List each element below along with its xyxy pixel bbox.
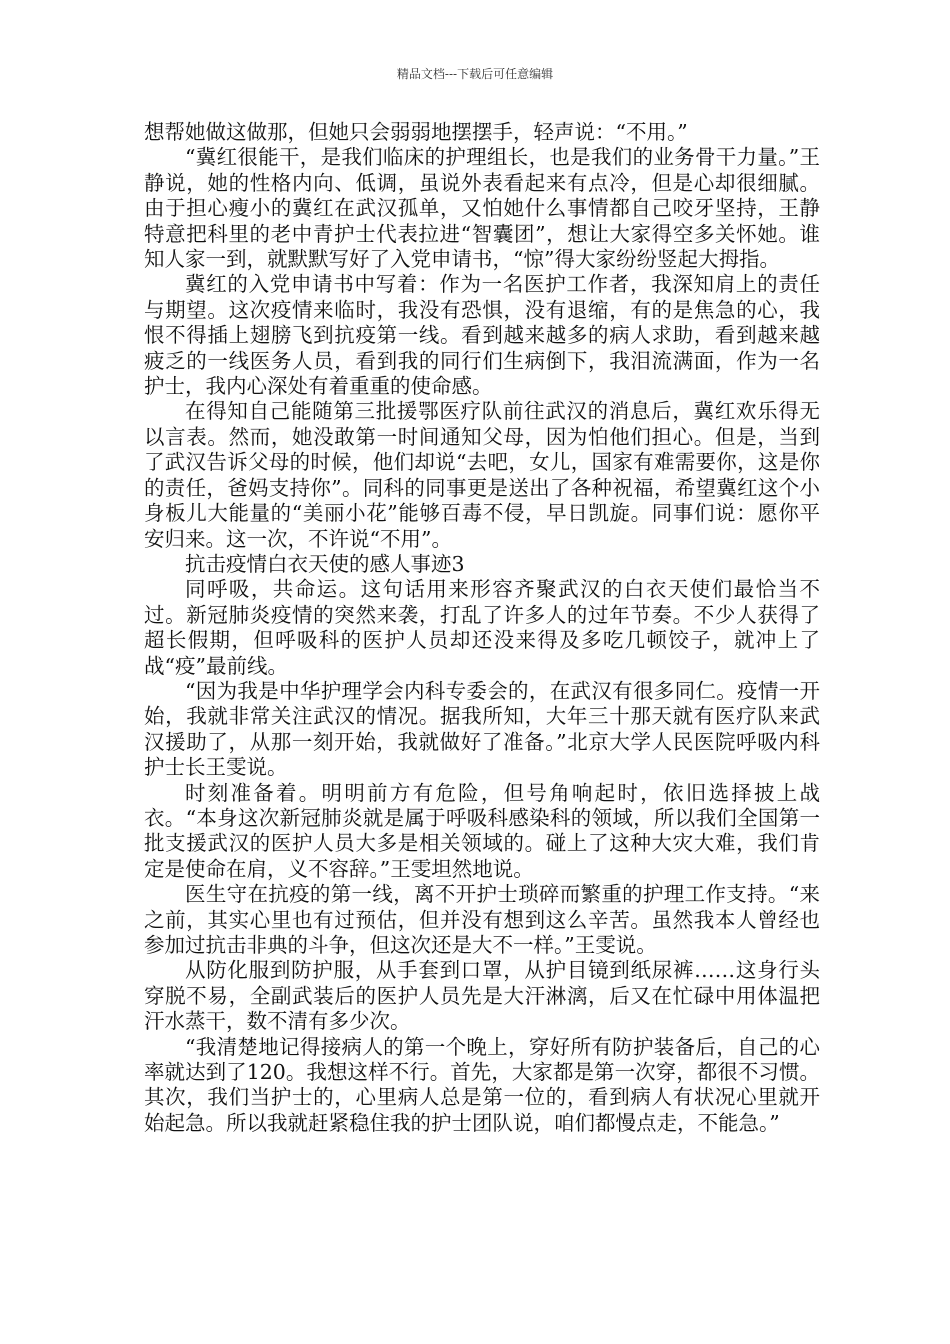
paragraph: 冀红的入党申请书中写着：作为一名医护工作者，我深知肩上的责任与期望。这次疫情来临时，我没有恐惧，没有退缩，有的是焦急的心，我恨不得插上翅膀飞到抗疫第一线。看到越来越多的病人求助，看到越来越疲乏的一线医务人员，看到我的同行们生病倒下，我泪流满面，作为一名护士，我内心深处有着重重的使命感。 (144, 272, 820, 399)
paragraph-continuation: 想帮她做这做那，但她只会弱弱地摆摆手，轻声说：“不用。” (144, 120, 688, 144)
paragraph: 医生守在抗疫的第一线，离不开护士琐碎而繁重的护理工作支持。“来之前，其实心里也有过预估，但并没有想到这么辛苦。虽然我本人曾经也参加过抗击非典的斗争，但这次还是大不一样。”王雯说。 (144, 882, 820, 957)
document-body (144, 120, 820, 1136)
paragraph: “因为我是中华护理学会内科专委会的，在武汉有很多同仁。疫情一开始，我就非常关注武汉的情况。据我所知，大年三十那天就有医疗队来武汉援助了，从那一刻开始，我就做好了准备。”北京大学人民医院呼吸内科护士长王雯说。 (144, 678, 820, 780)
section-heading: 抗击疫情白衣天使的感人事迹3 (185, 551, 465, 576)
paragraph: 从防化服到防护服，从手套到口罩，从护目镜到纸尿裤……这身行头穿脱不易，全副武装后的医护人员先是大汗淋漓，后又在忙碌中用体温把汗水蒸干，数不清有多少次。 (144, 958, 820, 1034)
paragraph: 在得知自己能随第三批援鄂医疗队前往武汉的消息后，冀红欢乐得无以言表。然而，她没敢第一时间通知父母，因为怕他们担心。但是，当到了武汉告诉父母的时候，他们却说“去吧，女儿，国家有难需要你，这是你的责任，爸妈支持你”。同科的同事更是送出了各种祝福，希望冀红这个小身板儿大能量的“美丽小花”能够百毒不侵，早日凯旋。同事们说：愿你平安归来。这一次，不许说“不用”。 (144, 399, 820, 551)
paragraph: “我清楚地记得接病人的第一个晚上，穿好所有防护装备后，自己的心率就达到了120。我想这样不行。首先，大家都是第一次穿，都很不习惯。其次，我们当护士的，心里病人总是第一位的，看到病人有状况心里就开始起急。所以我就赶紧稳住我的护士团队说，咱们都慢点走，不能急。” (144, 1034, 820, 1135)
paragraph: 同呼吸，共命运。这句话用来形容齐聚武汉的白衣天使们最恰当不过。新冠肺炎疫情的突然来袭，打乱了许多人的过年节奏。不少人获得了超长假期，但呼吸科的医护人员却还没来得及多吃几顿饺子，就冲上了战“疫”最前线。 (144, 577, 820, 678)
paragraph: “冀红很能干，是我们临床的护理组长，也是我们的业务骨干力量。”王静说，她的性格内向、低调，虽说外表看起来有点冷，但是心却很细腻。由于担心瘦小的冀红在武汉孤单，又怕她什么事情都自己咬牙坚持，王静特意把科里的老中青护士代表拉进“智囊团”，想让大家得空多关怀她。谁知人家一到，就默默写好了入党申请书，“惊”得大家纷纷竖起大拇指。 (144, 145, 820, 272)
page-header: 精品文档---下载后可任意编辑 (396, 67, 554, 81)
paragraph: 时刻准备着。明明前方有危险，但号角响起时，依旧选择披上战衣。“本身这次新冠肺炎就是属于呼吸科感染科的领域，所以我们全国第一批支援武汉的医护人员大多是相关领域的。碰上了这种大灾大难，我们肯定是使命在肩，义不容辞。”王雯坦然地说。 (144, 780, 820, 881)
